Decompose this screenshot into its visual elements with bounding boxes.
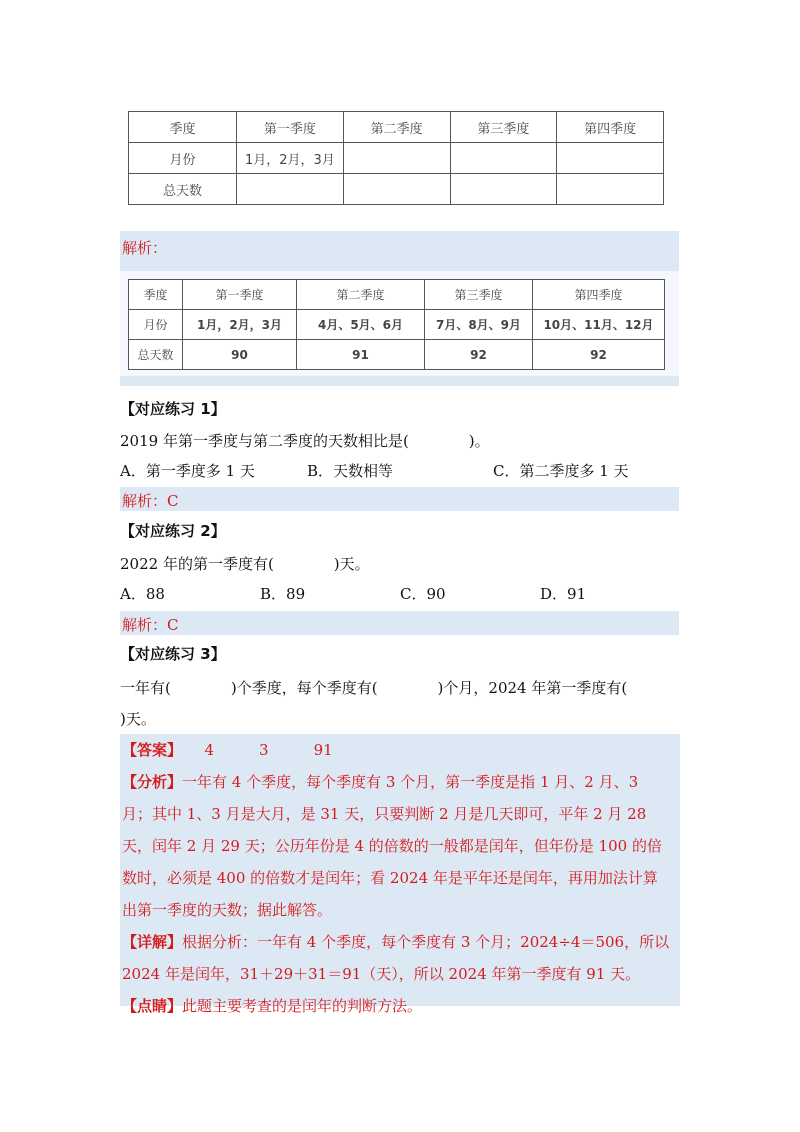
table-cell: 92 (425, 340, 533, 370)
exercise-2-answer-band (120, 611, 679, 635)
exercise-1-title: 【对应练习 1】 (120, 400, 226, 418)
table-cell (237, 174, 344, 205)
answer-line (120, 734, 680, 766)
exercise-1-answer: 解析：C (122, 492, 179, 510)
exercise-2-option-c: C．90 (400, 585, 446, 603)
exercise-2-option-d: D．91 (540, 585, 587, 603)
table-cell: 90 (183, 340, 297, 370)
exercise-2-option-a: A．88 (120, 585, 165, 603)
table-cell: 第四季度 (557, 112, 664, 143)
answer-label: 【答案】 (122, 741, 175, 759)
table-row (129, 112, 664, 143)
table-cell: 月份 (129, 310, 183, 340)
exercise-3-question-line-1: 一年有( )个季度，每个季度有( )个月，2024 年第一季度有( (120, 679, 628, 697)
exercise-1-answer-band (120, 487, 679, 511)
detail-line (120, 926, 680, 958)
season-table-question (128, 111, 664, 205)
exercise-3-title: 【对应练习 3】 (120, 645, 226, 663)
analysis-header-band (120, 231, 679, 271)
detail-line: 2024 年是闰年，31＋29＋31＝91（天），所以 2024 年第一季度有 91 天。 (122, 965, 641, 983)
exercise-3-solution (120, 734, 680, 1015)
table-cell: 第三季度 (450, 112, 557, 143)
exercise-1-option-c: C．第二季度多 1 天 (493, 462, 629, 480)
analysis-line: 数时，必须是 400 的倍数才是闰年；看 2024 年是平年还是闰年，再用加法计算 (122, 869, 658, 887)
analysis-line (120, 766, 680, 798)
table-cell: 92 (533, 340, 665, 370)
table-cell: 第一季度 (237, 112, 344, 143)
exercise-2-option-b: B．89 (260, 585, 306, 603)
detail-text: 根据分析：一年有 4 个季度，每个季度有 3 个月；2024÷4＝506，所以 (182, 933, 670, 951)
table-row (129, 280, 665, 310)
table-cell: 91 (297, 340, 425, 370)
table-cell: 季度 (129, 112, 237, 143)
table-cell (450, 143, 557, 174)
exercise-2-question: 2022 年的第一季度有( )天。 (120, 555, 370, 573)
exercise-2-title: 【对应练习 2】 (120, 522, 226, 540)
table-cell: 10月、11月、12月 (533, 310, 665, 340)
table-cell: 月份 (129, 143, 237, 174)
exercise-1-option-b: B．天数相等 (307, 462, 394, 480)
point-text: 此题主要考查的是闰年的判断方法。 (182, 997, 423, 1015)
detail-label: 【详解】 (122, 933, 183, 951)
table-row (129, 174, 664, 205)
table-row (129, 340, 665, 370)
table-cell: 7月、8月、9月 (425, 310, 533, 340)
table-cell (557, 143, 664, 174)
analysis-footer-band (120, 376, 679, 386)
exercise-2-answer: 解析：C (122, 616, 179, 634)
exercise-3-question-line-2: )天。 (120, 710, 156, 728)
table-cell (557, 174, 664, 205)
table-cell: 第二季度 (297, 280, 425, 310)
table-cell (450, 174, 557, 205)
answer-values: 4 3 91 (174, 741, 333, 759)
analysis-line: 月；其中 1、3 月是大月，是 31 天，只要判断 2 月是几天即可，平年 2 月 28 (122, 805, 647, 823)
table-cell (343, 174, 450, 205)
table-cell: 4月、5月、6月 (297, 310, 425, 340)
table-cell: 总天数 (129, 340, 183, 370)
table-cell: 第四季度 (533, 280, 665, 310)
point-line (120, 990, 680, 1022)
point-label: 【点睛】 (122, 997, 183, 1015)
analysis-text: 一年有 4 个季度，每个季度有 3 个月，第一季度是指 1 月、2 月、3 (182, 773, 639, 791)
table-cell: 第三季度 (425, 280, 533, 310)
table-cell (343, 143, 450, 174)
table-row (129, 143, 664, 174)
analysis-line: 出第一季度的天数；据此解答。 (122, 901, 333, 919)
table-cell: 季度 (129, 280, 183, 310)
table-cell: 第一季度 (183, 280, 297, 310)
season-table-answer (128, 279, 665, 370)
exercise-1-question: 2019 年第一季度与第二季度的天数相比是( )。 (120, 432, 490, 450)
analysis-label: 【分析】 (122, 773, 183, 791)
table-cell: 总天数 (129, 174, 237, 205)
table-cell: 第二季度 (343, 112, 450, 143)
exercise-1-option-a: A．第一季度多 1 天 (120, 462, 255, 480)
analysis-label: 解析： (122, 239, 168, 257)
table-cell: 1月，2月，3月 (183, 310, 297, 340)
table-cell: 1月，2月，3月 (237, 143, 344, 174)
analysis-line: 天，闰年 2 月 29 天；公历年份是 4 的倍数的一般都是闰年，但年份是 100 的倍 (122, 837, 662, 855)
table-row (129, 310, 665, 340)
